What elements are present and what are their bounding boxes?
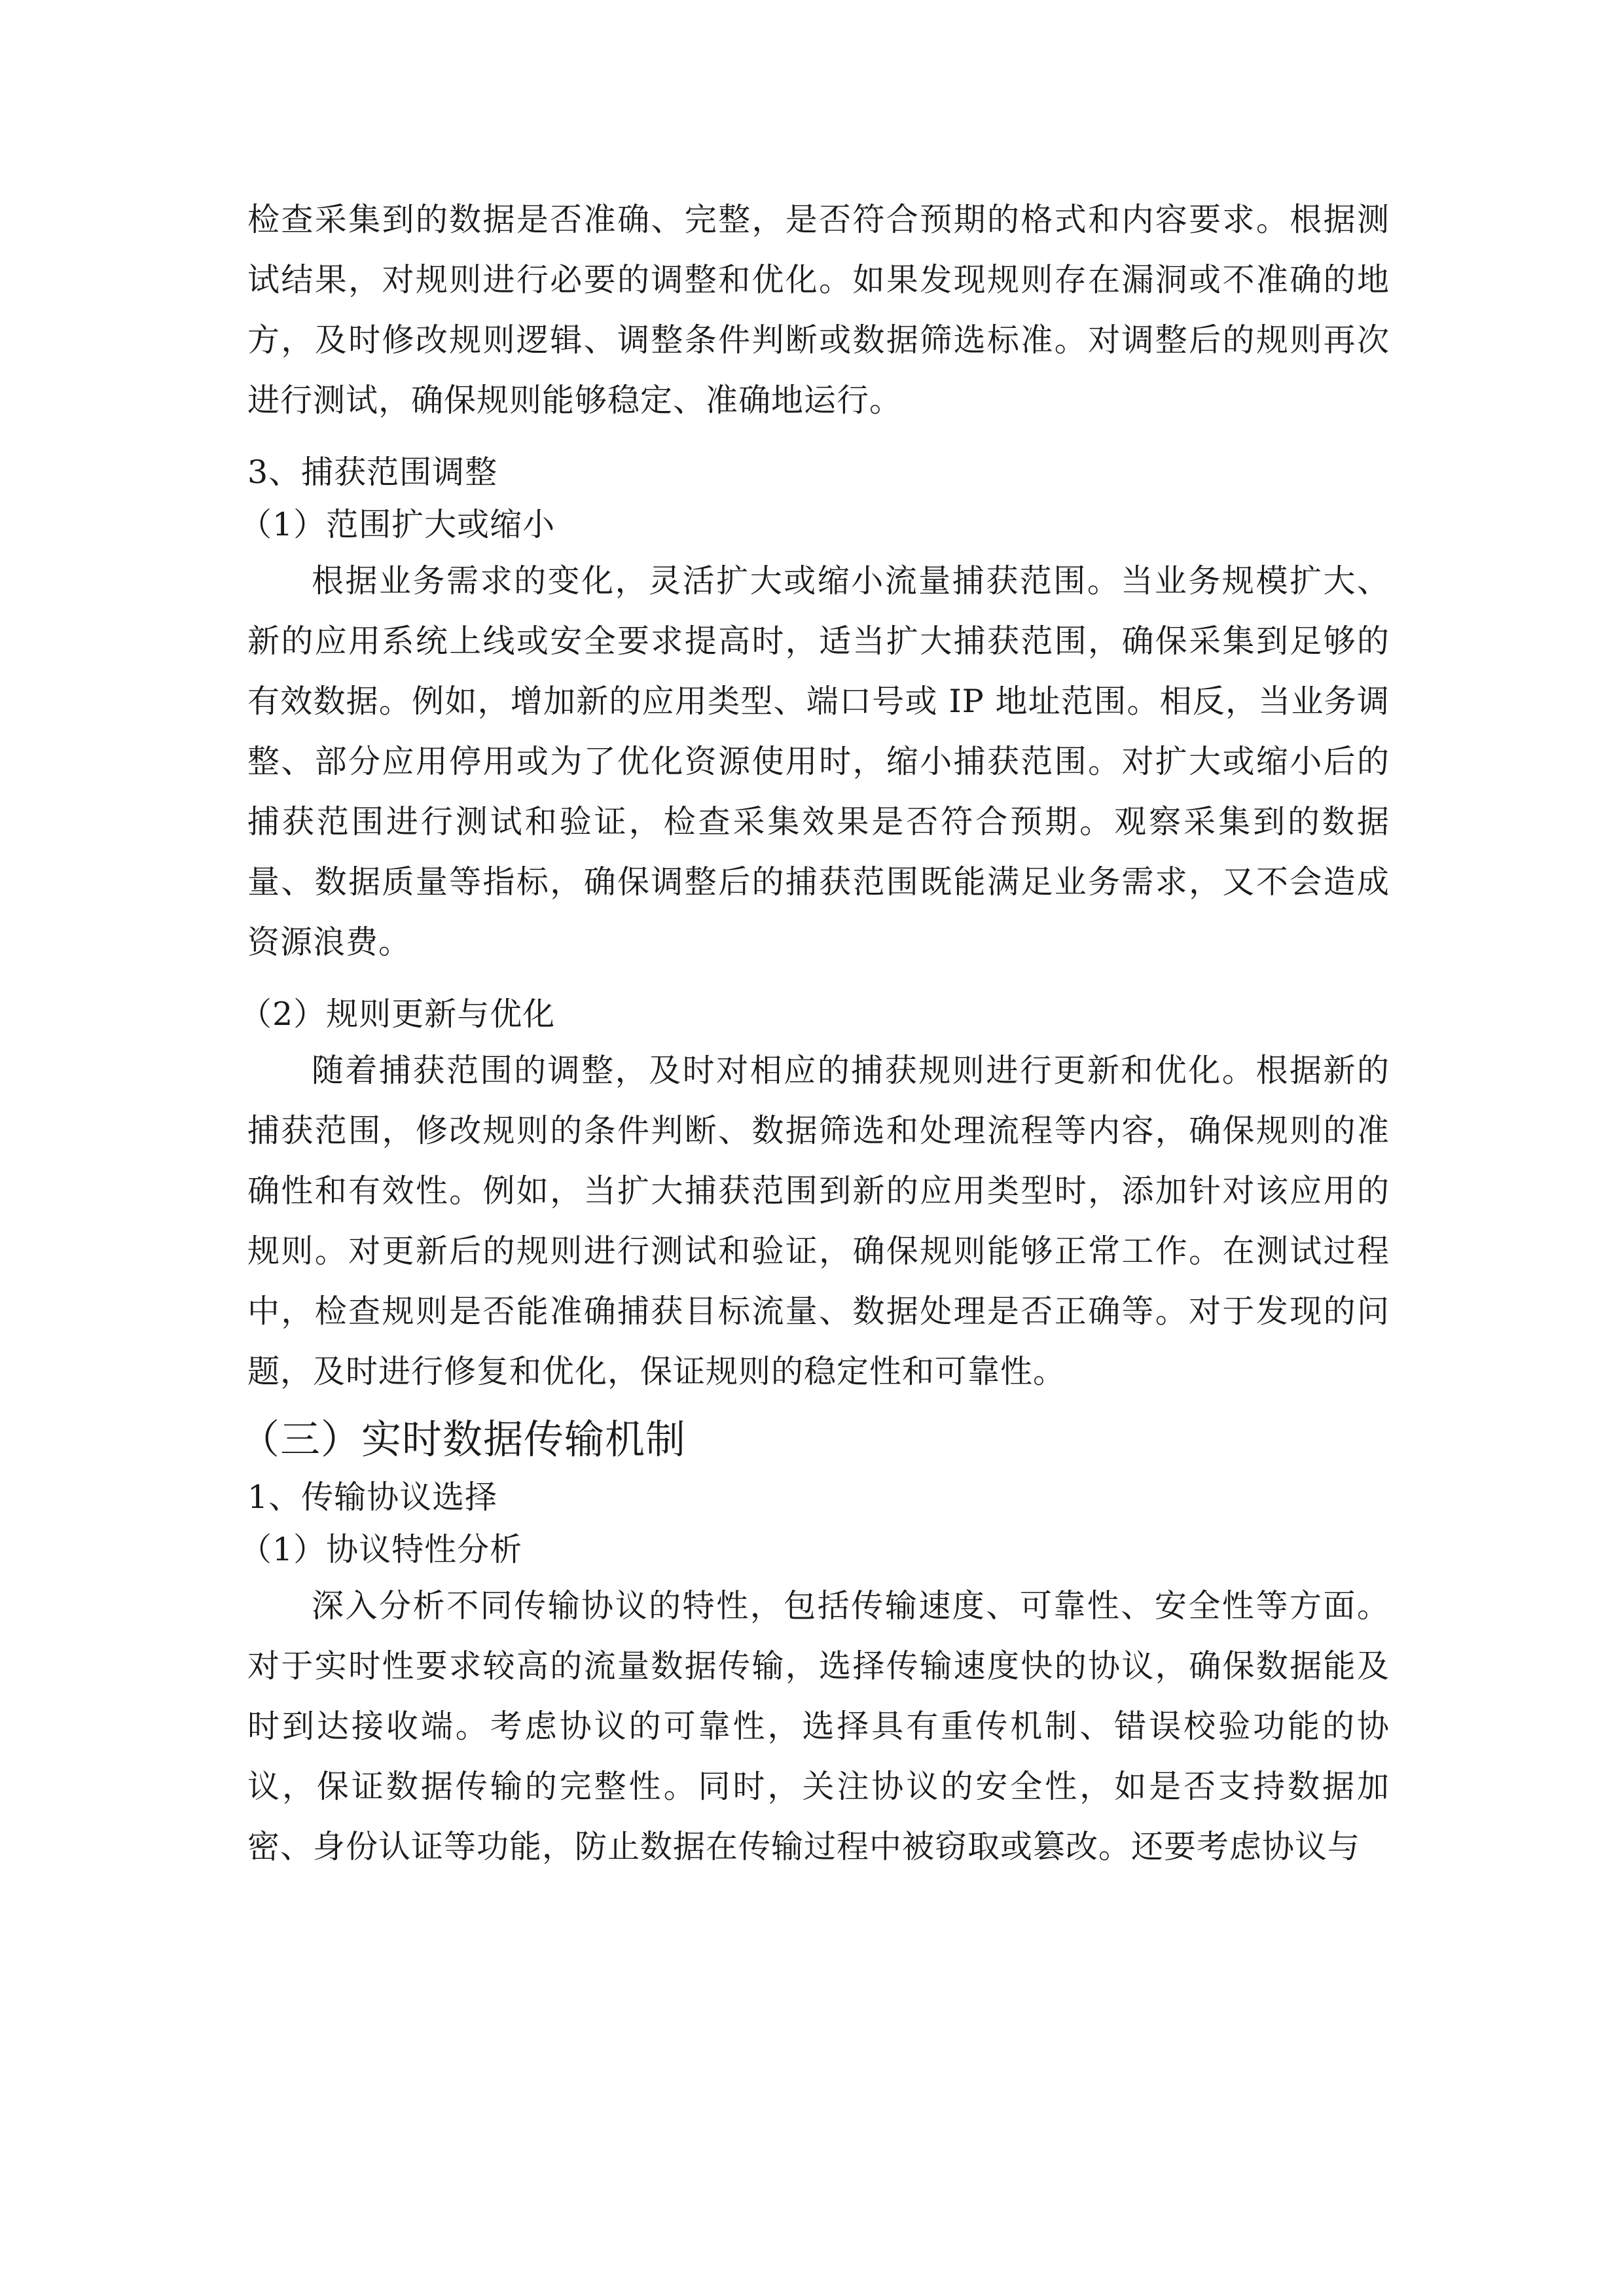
paragraph-range-expand-shrink: 根据业务需求的变化，灵活扩大或缩小流量捕获范围。当业务规模扩大、新的应用系统上线或安全要求提高时，适当扩大捕获范围，确保采集到足够的有效数据。例如，增加新的应用类型、端口号或 IP 地址范围。相反，当业务调整、部分应用停用或为了优化资源使用时，缩小捕获范围。对扩大或缩小后的捕获范围进行测试和验证，检查采集效果是否符合预期。观察采集到的数据量、数据质量等指标，确保调整后的捕获范围既能满足业务需求，又不会造成资源浪费。	[247, 562, 1390, 961]
heading-protocol-selection: 1、传输协议选择	[247, 1479, 498, 1516]
paragraph-intro: 检查采集到的数据是否准确、完整，是否符合预期的格式和内容要求。根据测试结果，对规则进行必要的调整和优化。如果发现规则存在漏洞或不准确的地方，及时修改规则逻辑、调整条件判断或数据筛选标准。对调整后的规则再次进行测试，确保规则能够稳定、准确地运行。	[247, 201, 1390, 419]
spacer	[247, 973, 1390, 988]
spacer	[247, 1402, 1390, 1408]
paragraph-rule-update: 随着捕获范围的调整，及时对相应的捕获规则进行更新和优化。根据新的捕获范围，修改规则的条件判断、数据筛选和处理流程等内容，确保规则的准确性和有效性。例如，当扩大捕获范围到新的应用类型时，添加针对该应用的规则。对更新后的规则进行测试和验证，确保规则能够正常工作。在测试过程中，检查规则是否能准确捕获目标流量、数据处理是否正确等。对于发现的问题，及时进行修复和优化，保证规则的稳定性和可靠性。	[247, 1052, 1390, 1390]
spacer	[247, 431, 1390, 446]
document-body	[240, 190, 1390, 1877]
section-heading-realtime-transmission: （三）实时数据传输机制	[240, 1416, 687, 1463]
subheading-protocol-analysis: （1）协议特性分析	[240, 1531, 523, 1568]
paragraph-protocol-analysis: 深入分析不同传输协议的特性，包括传输速度、可靠性、安全性等方面。对于实时性要求较高的流量数据传输，选择传输速度快的协议，确保数据能及时到达接收端。考虑协议的可靠性，选择具有重传机制、错误校验功能的协议，保证数据传输的完整性。同时，关注协议的安全性，如是否支持数据加密、身份认证等功能，防止数据在传输过程中被窃取或篡改。还要考虑协议与	[247, 1587, 1390, 1865]
heading-capture-range-adjustment: 3、捕获范围调整	[247, 454, 498, 491]
subheading-rule-update: （2）规则更新与优化	[240, 996, 556, 1033]
subheading-range-expand-shrink: （1）范围扩大或缩小	[240, 506, 556, 543]
